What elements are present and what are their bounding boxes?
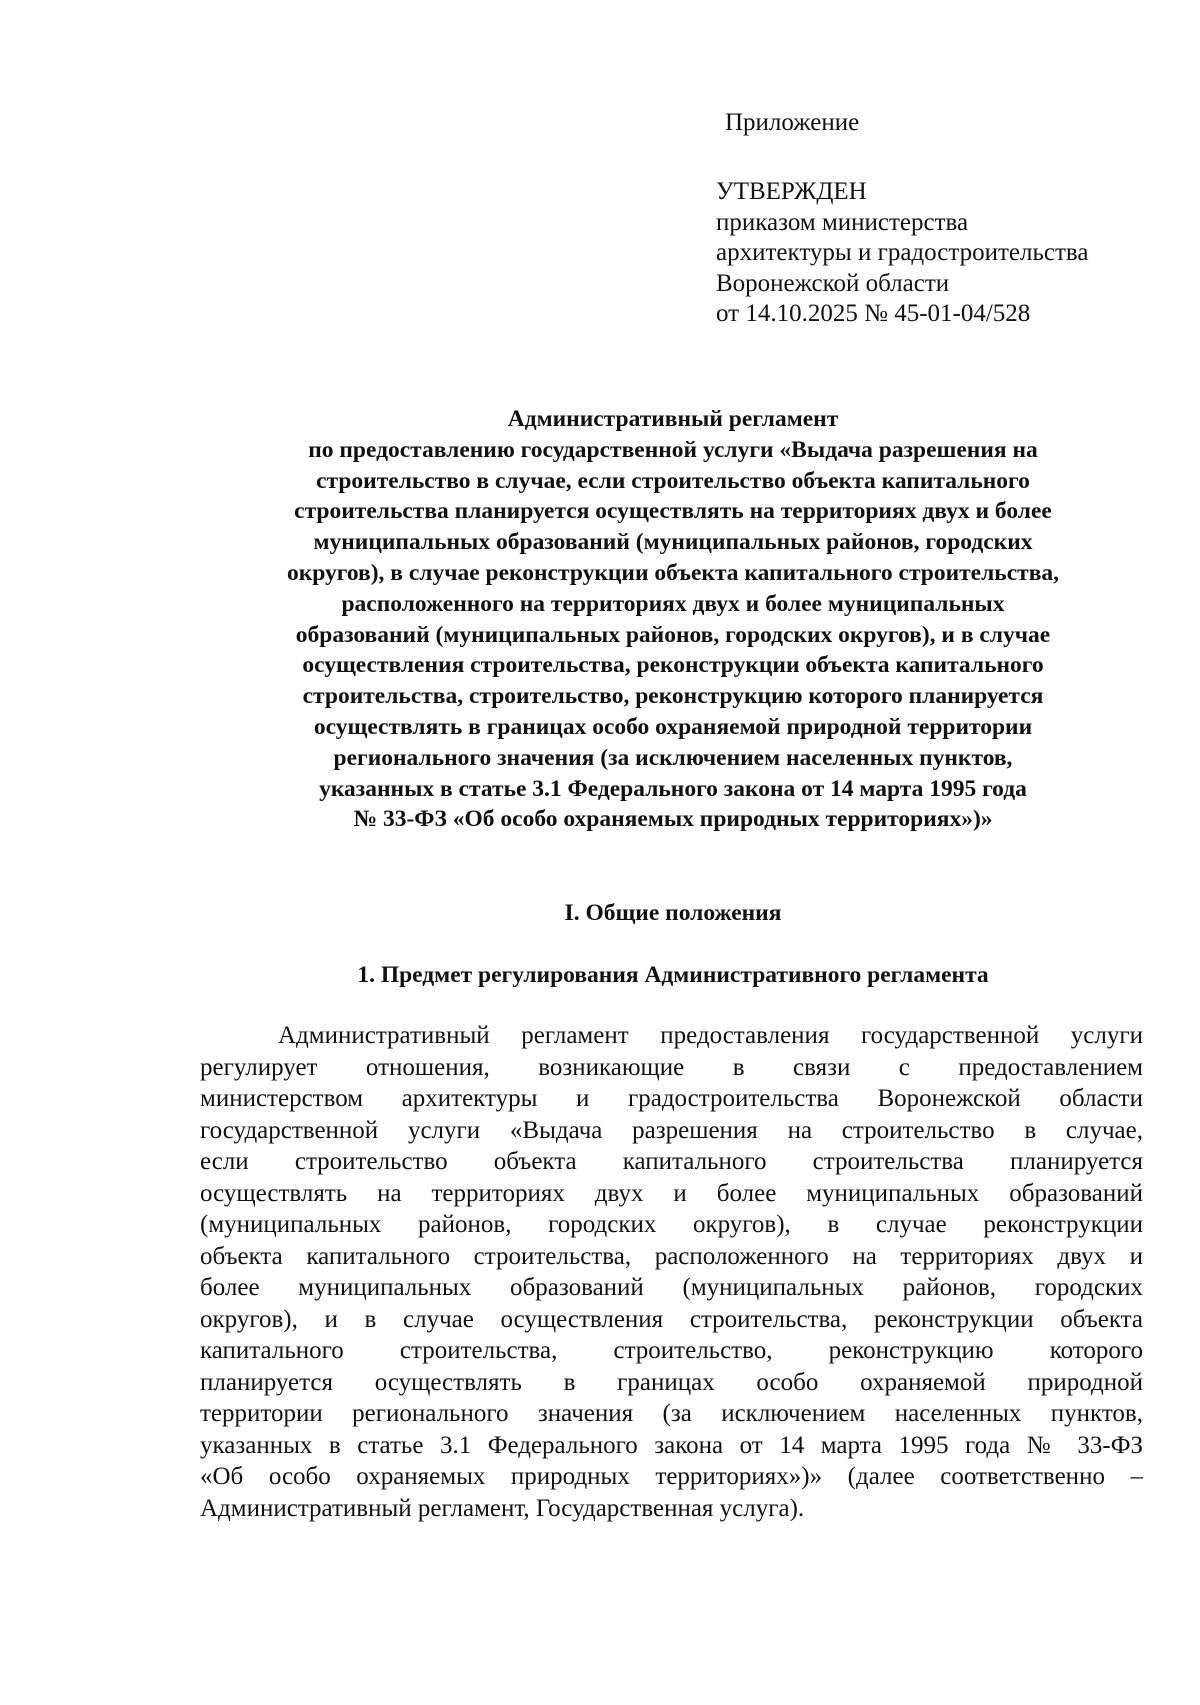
paragraph-line: регулирует отношения, возникающие в связи с предоставлением: [200, 1053, 1143, 1081]
body-paragraph: [200, 1020, 1143, 1524]
approval-line: архитектуры и градостроительства: [716, 239, 1089, 266]
paragraph-line: территории регионального значения (за исключением населенных пунктов,: [200, 1400, 1143, 1427]
approval-title: УТВЕРЖДЕН: [716, 178, 867, 205]
paragraph-line: министерством архитектуры и градостроительства Воронежской области: [200, 1085, 1143, 1112]
paragraph-line: планируется осуществлять в границах особо охраняемой природной: [200, 1368, 1143, 1396]
subsection-heading: 1. Предмет регулирования Административного регламента: [357, 962, 989, 988]
approval-order-number: от 14.10.2025 № 45-01-04/528: [716, 300, 1031, 327]
paragraph-line: государственной услуги «Выдача разрешения на строительство в случае,: [200, 1116, 1143, 1144]
title-line: указанных в статье 3.1 Федерального закона от 14 марта 1995 года: [319, 775, 1027, 802]
attachment-label: Приложение: [725, 109, 860, 136]
title-line: № 33-ФЗ «Об особо охраняемых природных территориях»)»: [353, 806, 993, 833]
paragraph-line: более муниципальных образований (муниципальных районов, городских: [200, 1274, 1143, 1301]
approval-stamp-block: [716, 177, 1088, 330]
approval-line: приказом министерства: [716, 208, 969, 236]
title-line: строительства планируется осуществлять на территориях двух и более: [294, 498, 1052, 525]
paragraph-line: (муниципальных районов, городских округов), в случае реконструкции: [200, 1211, 1143, 1238]
document-title: [150, 404, 1196, 835]
paragraph-line: осуществлять на территориях двух и более муниципальных образований: [200, 1179, 1143, 1207]
title-line: строительства, строительство, реконструкцию которого планируется: [302, 683, 1044, 710]
title-line: по предоставлению государственной услуги «Выдача разрешения на: [308, 436, 1038, 463]
section-heading: I. Общие положения: [564, 900, 782, 926]
paragraph-line: округов), и в случае осуществления строительства, реконструкции объекта: [200, 1305, 1143, 1333]
approval-line: Воронежской области: [716, 269, 950, 297]
paragraph-line: указанных в статье 3.1 Федерального закона от 14 марта 1995 года № 33-ФЗ: [200, 1431, 1143, 1459]
title-line: округов), в случае реконструкции объекта капитального строительства,: [286, 559, 1060, 586]
paragraph-line: «Об особо охраняемых природных территориях»)» (далее соответственно –: [200, 1463, 1143, 1490]
title-line: регионального значения (за исключением населенных пунктов,: [333, 744, 1013, 771]
title-line: осуществления строительства, реконструкции объекта капитального: [302, 652, 1044, 679]
title-line: Административный регламент: [507, 406, 839, 432]
paragraph-line: объекта капитального строительства, расположенного на территориях двух и: [200, 1242, 1143, 1270]
paragraph-line: если строительство объекта капитального строительства планируется: [200, 1148, 1143, 1175]
title-line: расположенного на территориях двух и более муниципальных: [341, 590, 1005, 617]
title-line: строительство в случае, если строительство объекта капитального: [316, 467, 1030, 494]
paragraph-line: Административный регламент предоставления государственной услуги: [278, 1022, 1143, 1049]
paragraph-line: капитального строительства, строительство, реконструкцию которого: [200, 1337, 1143, 1364]
title-line: образований (муниципальных районов, городских округов), и в случае: [295, 621, 1051, 648]
title-line: муниципальных образований (муниципальных районов, городских: [313, 529, 1033, 556]
title-line: осуществлять в границах особо охраняемой природной территории: [313, 713, 1033, 740]
paragraph-line: Административный регламент, Государственная услуга).: [200, 1494, 805, 1522]
